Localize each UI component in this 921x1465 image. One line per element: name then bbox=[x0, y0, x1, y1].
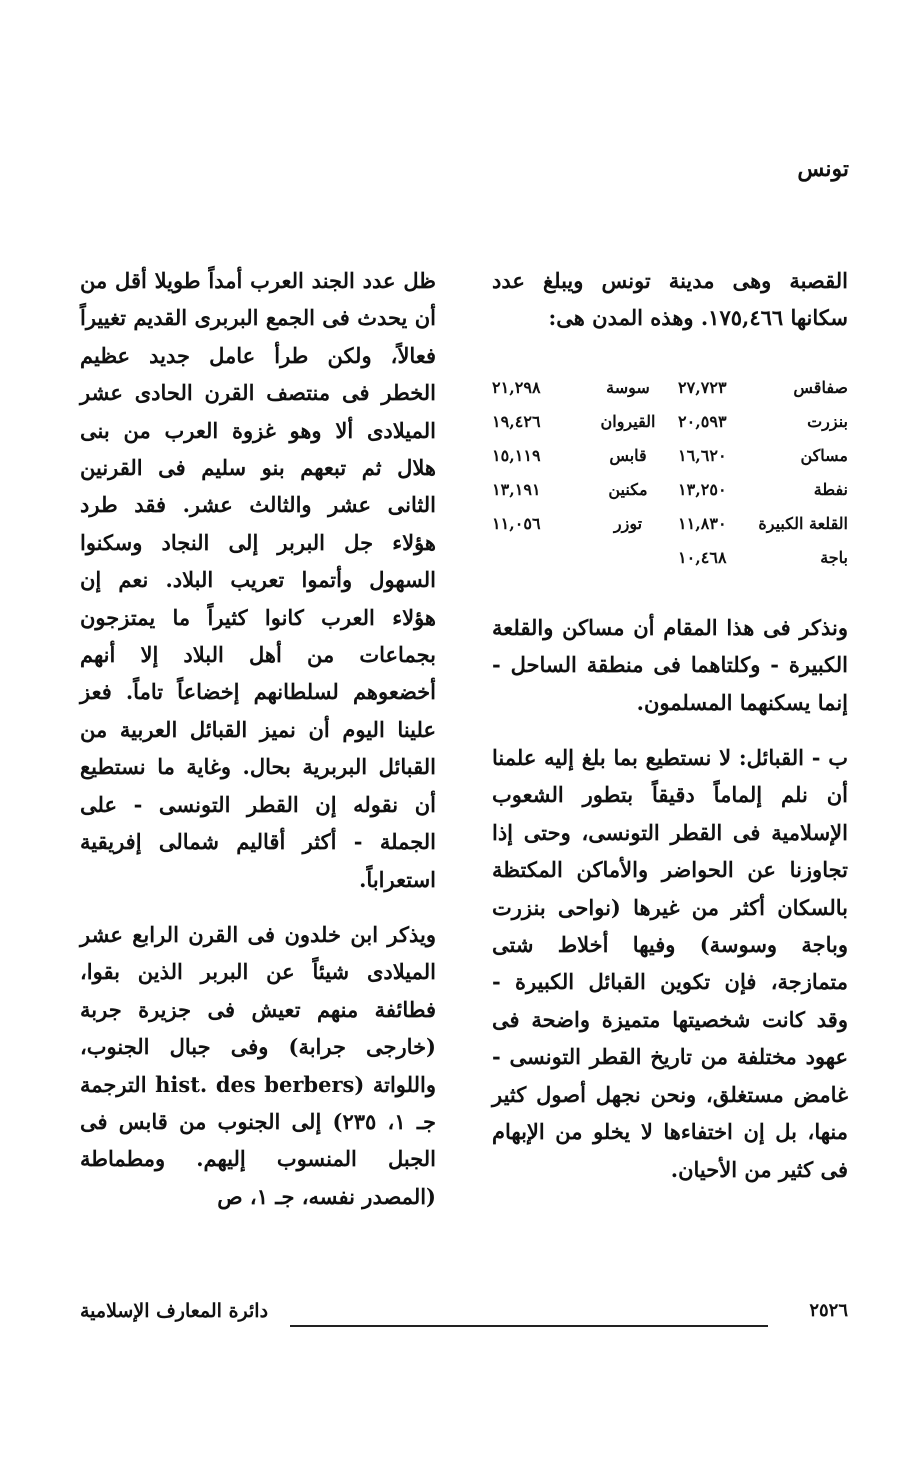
city-population: ١٣,٢٥٠ bbox=[678, 480, 727, 500]
right-column bbox=[492, 262, 848, 1188]
city-population: ٢١,٢٩٨ bbox=[492, 378, 541, 398]
city-name: سوسة bbox=[606, 378, 650, 398]
city-name: مكنين bbox=[608, 480, 648, 500]
city-population: ١٠,٤٦٨ bbox=[678, 548, 727, 568]
city-table-row bbox=[492, 507, 848, 541]
city-table-row bbox=[492, 405, 848, 439]
city-population: ١٥,١١٩ bbox=[492, 446, 541, 466]
city-name: مساكن bbox=[800, 446, 848, 466]
city-population-table bbox=[492, 371, 848, 575]
city-table-row bbox=[492, 439, 848, 473]
footer-rule bbox=[290, 1325, 768, 1327]
city-population: ٢٧,٧٢٣ bbox=[678, 378, 727, 398]
city-population: ١٦,٦٢٠ bbox=[678, 446, 727, 466]
journal-title: دائرة المعارف الإسلامية bbox=[80, 1300, 269, 1322]
city-population: ١٩,٤٢٦ bbox=[492, 412, 541, 432]
city-name: صفاقس bbox=[793, 378, 848, 398]
city-population: ١١,٠٥٦ bbox=[492, 514, 541, 534]
city-name: بنزرت bbox=[807, 412, 848, 432]
paragraph-ibn-khaldun: ويذكر ابن خلدون فى القرن الرابع عشر الميلادى شيئاً عن البربر الذين بقوا، فطائفة منهم تعيش فى جزيرة جربة (خارجى جرابة) وفى جبال الجنوب، واللواتة (hist. des berbers الترجمة جـ ١، ٢٣٥) إلى الجنوب من قابس فى الجبل المنسوب إليهم. ومطماطة (المصدر نفسه، جـ ١، ص bbox=[80, 921, 437, 1209]
page-footer bbox=[80, 1300, 848, 1340]
city-table-row bbox=[492, 541, 848, 575]
city-table-row bbox=[492, 371, 848, 405]
left-column bbox=[80, 262, 436, 1215]
city-table-row bbox=[492, 473, 848, 507]
running-title: تونس bbox=[797, 156, 849, 182]
city-name bbox=[578, 541, 678, 575]
paragraph-tribes: ب - القبائل: لا نستطيع بما بلغ إليه علمنا أن نلم إلماماً دقيقاً بتطور الشعوب الإسلامية فى القطر التونسى، وحتى إذا تجاوزنا عن الحواضر والأماكن المكتظة بالسكان أكثر من غيرها (نواحى بنزرت وباجة وسوسة) وفيها أخلاط شتى متمازجة، فإن تكوين القبائل الكبيرة - وقد كانت شخصيتها متميزة واضحة فى عهود مختلفة من تاريخ القطر التونسى - غامض مستغلق، ونحن نجهل أصول كثير منها، بل إن اختفاءها لا يخلو من الإبهام فى كثير من الأحيان. bbox=[492, 745, 848, 1182]
city-population: ٢٠,٥٩٣ bbox=[678, 412, 727, 432]
city-name: باجة bbox=[820, 548, 848, 568]
city-population bbox=[492, 541, 578, 575]
city-name: القيروان bbox=[600, 412, 656, 432]
intro-paragraph: القصبة وهى مدينة تونس ويبلغ عدد سكانها ١٧٥,٤٦٦. وهذه المدن هى: bbox=[492, 268, 848, 331]
paragraph-coastal-towns: ونذكر فى هذا المقام أن مساكن والقلعة الكبيرة - وكلتاهما فى منطقة الساحل - إنما يسكنهما المسلمون. bbox=[492, 614, 848, 715]
city-name: نفطة bbox=[813, 480, 848, 500]
city-population: ١١,٨٣٠ bbox=[678, 514, 727, 534]
city-name: توزر bbox=[613, 514, 643, 534]
paragraph-arab-settlement: ظل عدد الجند العرب أمداً طويلا أقل من أن يحدث فى الجمع البربرى القديم تغييراً فعالاً، ولكن طرأ عامل جديد عظيم الخطر فى منتصف القرن الحادى عشر الميلادى ألا وهو غزوة العرب من بنى هلال ثم تبعهم بنو سليم فى القرنين الثانى عشر والثالث عشر. فقد طرد هؤلاء جل البربر إلى النجاد وسكنوا السهول وأتموا تعريب البلاد. نعم إن هؤلاء العرب كانوا كثيراً ما يمتزجون بجماعات من أهل البلاد إلا أنهم أخضعوهم لسلطانهم إخضاعاً تاماً. فعز علينا اليوم أن نميز القبائل العربية من القبائل البربرية بحال. وغاية ما نستطيع أن نقوله إن القطر التونسى - على الجملة - أكثر أقاليم شمالى إفريقية استعراباً. bbox=[80, 268, 436, 892]
city-population: ١٣,١٩١ bbox=[492, 480, 541, 500]
city-name: قابس bbox=[609, 446, 647, 466]
page-number: ٢٥٢٦ bbox=[809, 1300, 848, 1321]
city-name: القلعة الكبيرة bbox=[758, 514, 848, 534]
